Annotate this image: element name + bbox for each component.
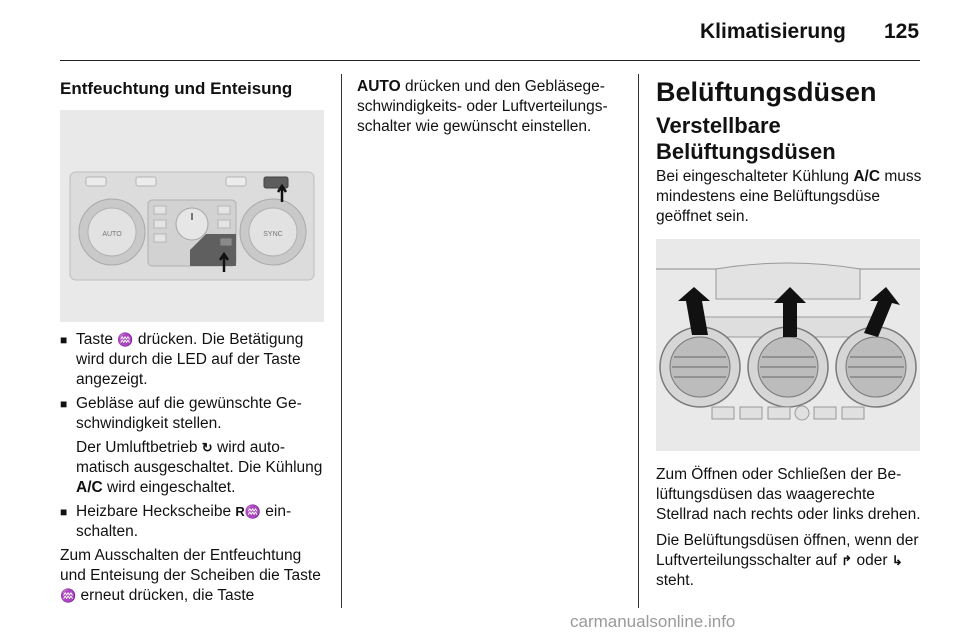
column-3: [656, 77, 922, 591]
windscreen-defrost-icon: ♒: [117, 332, 134, 347]
vent-middle: [748, 327, 828, 407]
column-2: [357, 77, 627, 137]
list-item-note: Der Umluftbetrieb ↻ wird automatisch ausgeschaltet. Die Kühlung A/C wird eingeschaltet.: [76, 439, 323, 496]
watermark: carmanualsonline.info: [570, 612, 736, 631]
chapter-title: Klimatisierung: [700, 20, 846, 43]
list-item: ■ Gebläse auf die gewünschte Geschwindigkeit stellen.: [60, 395, 302, 432]
paragraph: Bei eingeschalteter Kühlung A/C muss mindestens eine Belüftungsdüse geöffnet sein.: [656, 168, 922, 225]
section-heading-vents: Belüftungsdüsen: [656, 77, 877, 107]
arrow-up-left-icon: [678, 287, 710, 335]
subsection-heading-adjustable-vents: Verstellbare Belüftungsdüsen: [656, 113, 836, 164]
paragraph: Zum Öffnen oder Schließen der Belüftungsdüsen das waagerechte Stellrad nach rechts oder links drehen.: [656, 466, 921, 523]
header-rule: [60, 60, 920, 61]
paragraph: Zum Ausschalten der Entfeuchtung und Enteisung der Scheiben die Taste ♒ erneut drücken, die Taste: [60, 547, 321, 604]
column-divider-2: [638, 74, 639, 608]
sync-knob-label: SYNC: [263, 231, 283, 238]
column-divider-1: [341, 74, 342, 608]
vent-right: [836, 327, 916, 407]
paragraph: Die Belüftungsdüsen öffnen, wenn der Luftverteilungsschalter auf ↱ oder ↳ steht.: [656, 532, 919, 589]
windscreen-defrost-icon: ♒: [60, 588, 77, 603]
air-to-head-icon: ↱: [841, 553, 853, 568]
auto-knob-label: AUTO: [102, 231, 122, 238]
paragraph: AUTO drücken und den Gebläsegeschwindigkeits- oder Luftverteilungsschalter wie gewünscht einstellen.: [357, 78, 608, 135]
instruction-list: [60, 330, 328, 542]
vent-left: [660, 327, 740, 407]
page-number: 125: [884, 20, 920, 43]
recirculation-icon: ↻: [201, 440, 213, 455]
list-item: ■ Heizbare Heckscheibe R♒ einschalten.: [60, 503, 292, 540]
column-1: [60, 78, 328, 606]
air-to-head-and-feet-icon: ↳: [891, 553, 903, 568]
air-vents-figure: [656, 239, 920, 451]
section-heading-dehumidify: Entfeuchtung und Enteisung: [60, 79, 293, 98]
list-item: ■ Taste ♒ drücken. Die Betätigung wird durch die LED auf der Taste angezeigt.: [60, 331, 304, 388]
rear-window-heating-icon: R♒: [235, 504, 261, 519]
climate-panel-figure: [60, 110, 324, 322]
